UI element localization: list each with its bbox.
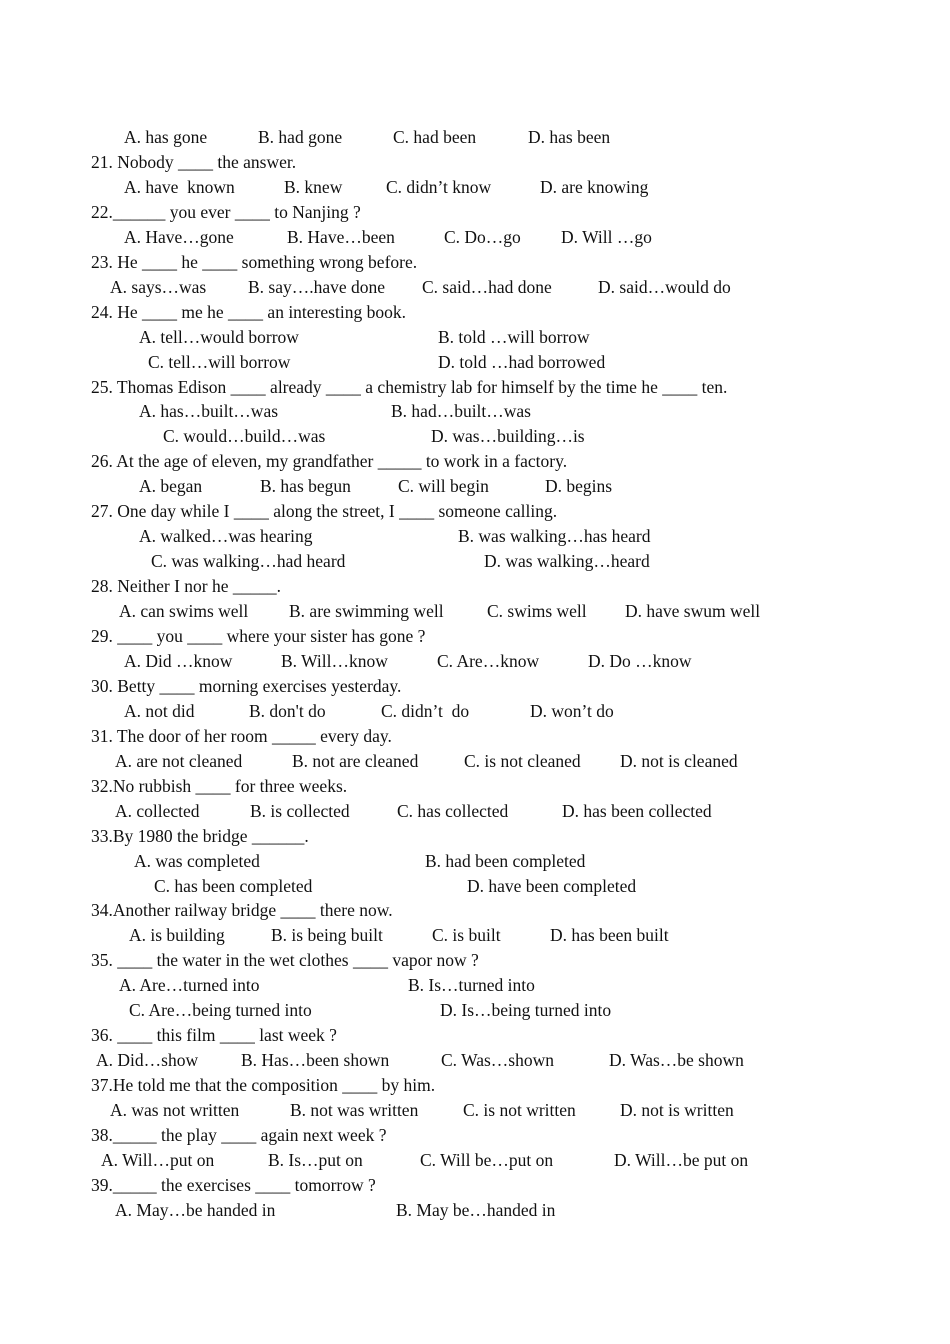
- answer-option: A. May…be handed in: [115, 1199, 276, 1220]
- answer-option: C. Are…know: [437, 650, 540, 671]
- answer-option: D. told …had borrowed: [438, 351, 606, 372]
- answer-option: C. has been completed: [154, 875, 313, 896]
- question-stem: 32.No rubbish ____ for three weeks.: [91, 775, 348, 796]
- answer-option: B. was walking…has heard: [458, 526, 651, 547]
- answer-option: A. tell…would borrow: [139, 326, 299, 347]
- answer-option: C. Do…go: [444, 226, 521, 247]
- answer-option: A. has…built…was: [139, 401, 279, 422]
- question-stem: 38._____ the play ____ again next week ?: [91, 1125, 387, 1145]
- answer-option: A. Have…gone: [124, 226, 234, 247]
- answer-option: B. had been completed: [425, 850, 586, 871]
- question-stem: 22.______ you ever ____ to Nanjing ?: [91, 201, 361, 222]
- answer-option: B. Have…been: [287, 226, 395, 247]
- answer-option: D. has been built: [550, 925, 669, 946]
- question-stem: 27. One day while I ____ along the street, I ____ someone calling.: [91, 501, 558, 522]
- question-stem: 36. ____ this film ____ last week ?: [91, 1025, 337, 1046]
- answer-option: C. didn’t know: [386, 176, 492, 197]
- answer-option: D. Was…be shown: [609, 1050, 744, 1071]
- answer-option: C. has collected: [397, 800, 509, 821]
- answer-option: B. don't do: [249, 700, 326, 721]
- answer-option: B. not are cleaned: [292, 750, 419, 771]
- question-stem: 26. At the age of eleven, my grandfather _____ to work in a factory.: [91, 451, 568, 472]
- answer-option: A. walked…was hearing: [139, 526, 313, 547]
- question-stem: 25. Thomas Edison ____ already ____ a chemistry lab for himself by the time he ____ ten.: [91, 376, 728, 397]
- answer-option: C. would…build…was: [163, 426, 326, 447]
- answer-option: C. said…had done: [422, 276, 552, 297]
- answer-option: A. Are…turned into: [119, 975, 260, 996]
- answer-option: B. Is…turned into: [408, 975, 535, 996]
- answer-option: C. Was…shown: [441, 1050, 554, 1071]
- answer-option: A. collected: [115, 800, 200, 821]
- answer-option: B. is collected: [250, 800, 350, 821]
- answer-option: A. have known: [124, 176, 235, 197]
- answer-option: B. had…built…was: [391, 401, 531, 422]
- answer-option: D. Will…be put on: [614, 1149, 749, 1170]
- answer-option: B. Will…know: [281, 650, 388, 671]
- answer-option: D. not is written: [620, 1100, 734, 1121]
- answer-option: A. Did …know: [124, 650, 233, 671]
- answer-option: C. Will be…put on: [420, 1149, 554, 1170]
- answer-option: C. is not written: [463, 1100, 576, 1121]
- answer-option: D. was walking…heard: [484, 551, 650, 572]
- answer-option: A. began: [139, 476, 203, 497]
- question-stem: 29. ____ you ____ where your sister has gone ?: [91, 626, 426, 646]
- question-stem: 28. Neither I nor he _____.: [91, 576, 282, 597]
- answer-option: D. Is…being turned into: [440, 1000, 612, 1021]
- answer-option: B. has begun: [260, 476, 351, 497]
- answer-option: B. May be…handed in: [396, 1199, 556, 1220]
- question-stem: 23. He ____ he ____ something wrong before.: [91, 251, 418, 272]
- answer-option: C. swims well: [487, 601, 587, 622]
- answer-option: B. had gone: [258, 127, 343, 147]
- answer-option: D. are knowing: [540, 176, 649, 197]
- question-stem: 33.By 1980 the bridge ______.: [91, 825, 309, 846]
- answer-option: C. will begin: [398, 476, 489, 497]
- answer-option: B. Has…been shown: [241, 1050, 390, 1071]
- answer-option: D. have swum well: [625, 601, 761, 622]
- answer-option: C. Are…being turned into: [129, 1000, 312, 1021]
- answer-option: B. is being built: [271, 925, 383, 946]
- answer-option: B. Is…put on: [268, 1149, 363, 1170]
- answer-option: A. are not cleaned: [115, 750, 243, 771]
- answer-option: A. was not written: [110, 1100, 240, 1121]
- answer-option: A. Will…put on: [101, 1149, 215, 1170]
- answer-option: A. has gone: [124, 127, 208, 147]
- answer-option: B. knew: [284, 176, 343, 197]
- answer-option: D. Will …go: [561, 226, 652, 247]
- answer-option: D. has been: [528, 127, 611, 147]
- question-stem: 39._____ the exercises ____ tomorrow ?: [91, 1174, 376, 1195]
- question-stem: 24. He ____ me he ____ an interesting book.: [91, 301, 406, 322]
- answer-option: C. is not cleaned: [464, 750, 581, 771]
- question-stem: 37.He told me that the composition ____ by him.: [91, 1075, 436, 1096]
- question-stem: 35. ____ the water in the wet clothes ____ vapor now ?: [91, 950, 479, 971]
- answer-option: D. begins: [545, 476, 613, 497]
- question-stem: 31. The door of her room _____ every day.: [91, 725, 392, 746]
- answer-option: A. can swims well: [119, 601, 249, 622]
- answer-option: D. not is cleaned: [620, 750, 738, 771]
- answer-option: A. not did: [124, 700, 195, 721]
- answer-option: D. won’t do: [530, 700, 614, 721]
- answer-option: B. say….have done: [248, 276, 386, 297]
- answer-option: C. had been: [393, 127, 477, 147]
- answer-option: B. told …will borrow: [438, 326, 590, 347]
- answer-option: A. was completed: [134, 850, 260, 871]
- answer-option: D. said…would do: [598, 276, 731, 297]
- question-stem: 34.Another railway bridge ____ there now.: [91, 900, 393, 921]
- answer-option: D. was…building…is: [431, 426, 585, 447]
- answer-option: B. not was written: [290, 1100, 419, 1121]
- answer-option: D. has been collected: [562, 800, 712, 821]
- answer-option: D. have been completed: [467, 875, 637, 896]
- question-stem: 21. Nobody ____ the answer.: [91, 151, 297, 172]
- answer-option: D. Do …know: [588, 650, 692, 671]
- question-stem: 30. Betty ____ morning exercises yesterday.: [91, 675, 402, 696]
- answer-option: C. tell…will borrow: [148, 351, 291, 372]
- answer-option: A. is building: [129, 925, 225, 946]
- answer-option: C. is built: [432, 925, 501, 946]
- answer-option: A. says…was: [110, 276, 207, 297]
- answer-option: C. didn’t do: [381, 700, 470, 721]
- answer-option: B. are swimming well: [289, 601, 444, 622]
- answer-option: C. was walking…had heard: [151, 551, 346, 572]
- answer-option: A. Did…show: [96, 1050, 199, 1071]
